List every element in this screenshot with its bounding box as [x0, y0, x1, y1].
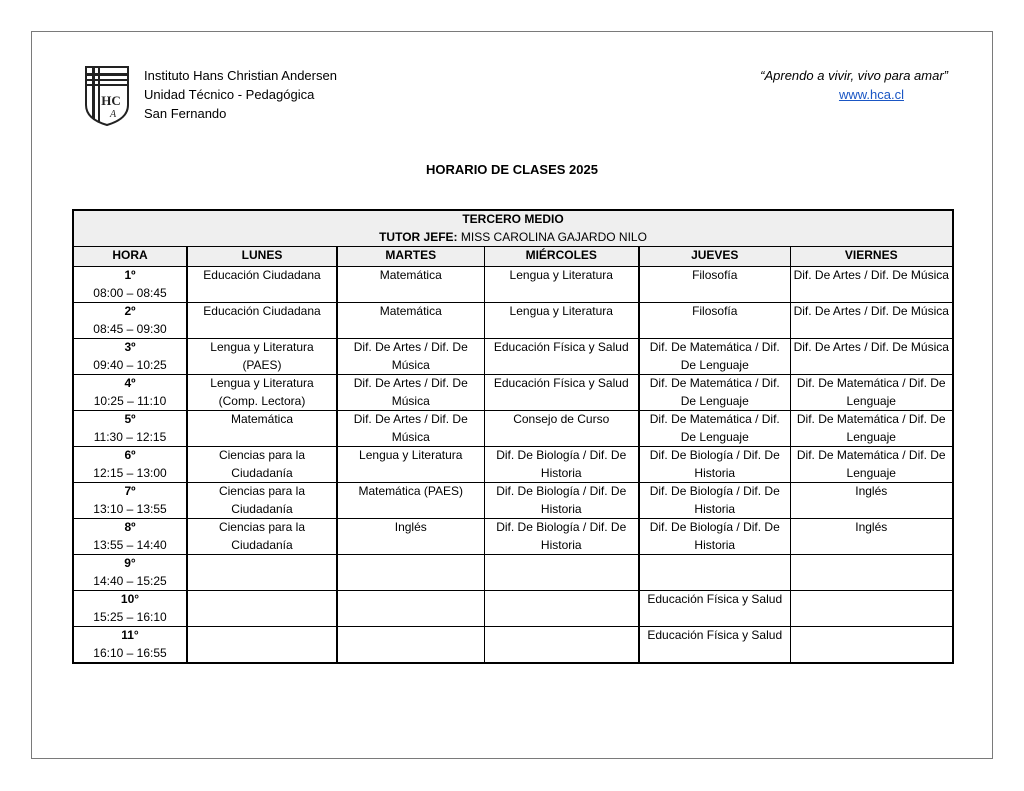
schedule-row	[73, 303, 953, 339]
subject-cell-viernes	[790, 591, 953, 627]
subject-cell-lunes: Ciencias para la Ciudadanía	[187, 447, 337, 483]
school-crest-logo	[84, 65, 130, 127]
subject-cell-lunes: Ciencias para la Ciudadanía	[187, 483, 337, 519]
column-header-viernes: VIERNES	[790, 247, 953, 267]
subject-cell-miercoles: Dif. De Biología / Dif. De Historia	[484, 519, 639, 555]
schedule-row	[73, 627, 953, 664]
period-cell	[73, 267, 187, 303]
period-number: 9°	[124, 556, 136, 570]
header-row	[73, 247, 953, 267]
subject-cell-jueves: Dif. De Matemática / Dif. De Lenguaje	[639, 339, 790, 375]
subject-cell-jueves: Dif. De Biología / Dif. De Historia	[639, 483, 790, 519]
subject-cell-viernes	[790, 555, 953, 591]
period-time: 11:30 – 12:15	[93, 429, 167, 444]
period-number: 2º	[124, 304, 136, 318]
schedule-row	[73, 411, 953, 447]
period-number: 7º	[124, 484, 136, 498]
subject-cell-viernes: Inglés	[790, 519, 953, 555]
schedule-row	[73, 519, 953, 555]
subject-cell-miercoles	[484, 555, 639, 591]
period-time: 15:25 – 16:10	[93, 609, 167, 624]
column-header-martes: MARTES	[337, 247, 484, 267]
column-header-hora: HORA	[73, 247, 187, 267]
schedule-row	[73, 447, 953, 483]
institution-unit: Unidad Técnico - Pedagógica	[144, 87, 315, 102]
subject-cell-miercoles: Lengua y Literatura	[484, 303, 639, 339]
period-number: 1º	[124, 268, 136, 282]
period-number: 3º	[124, 340, 136, 354]
subject-cell-viernes: Dif. De Matemática / Dif. De Lenguaje	[790, 447, 953, 483]
period-time: 13:10 – 13:55	[93, 501, 167, 516]
period-cell	[73, 447, 187, 483]
period-number: 8º	[124, 520, 136, 534]
subject-cell-martes	[337, 627, 484, 664]
institution-block	[144, 66, 337, 123]
subject-cell-martes: Matemática	[337, 267, 484, 303]
schedule-table	[72, 209, 954, 664]
period-cell	[73, 591, 187, 627]
subject-cell-martes: Dif. De Artes / Dif. De Música	[337, 375, 484, 411]
subject-cell-jueves: Filosofía	[639, 267, 790, 303]
schedule-row	[73, 591, 953, 627]
subject-cell-jueves: Educación Física y Salud	[639, 591, 790, 627]
institution-city: San Fernando	[144, 106, 227, 121]
period-time: 09:40 – 10:25	[93, 357, 167, 372]
period-time: 12:15 – 13:00	[93, 465, 167, 480]
period-cell	[73, 303, 187, 339]
period-cell	[73, 411, 187, 447]
subject-cell-martes: Lengua y Literatura	[337, 447, 484, 483]
period-cell	[73, 375, 187, 411]
period-cell	[73, 519, 187, 555]
subject-cell-lunes: Lengua y Literatura (PAES)	[187, 339, 337, 375]
svg-text:A: A	[109, 109, 117, 120]
tutor-name: MISS CAROLINA GAJARDO NILO	[460, 229, 647, 244]
subject-cell-viernes: Inglés	[790, 483, 953, 519]
subject-cell-miercoles: Consejo de Curso	[484, 411, 639, 447]
period-time: 08:00 – 08:45	[93, 285, 167, 300]
subject-cell-miercoles	[484, 591, 639, 627]
course-banner	[73, 210, 953, 247]
website-link[interactable]: www.hca.cl	[838, 87, 904, 102]
schedule-row	[73, 483, 953, 519]
column-header-lunes: LUNES	[187, 247, 337, 267]
subject-cell-jueves: Dif. De Matemática / Dif. De Lenguaje	[639, 375, 790, 411]
subject-cell-miercoles	[484, 627, 639, 664]
period-cell	[73, 555, 187, 591]
schedule-row	[73, 375, 953, 411]
period-cell	[73, 627, 187, 664]
period-number: 5º	[124, 412, 136, 426]
subject-cell-lunes: Matemática	[187, 411, 337, 447]
course-name: TERCERO MEDIO	[462, 212, 564, 226]
subject-cell-miercoles: Dif. De Biología / Dif. De Historia	[484, 483, 639, 519]
period-time: 13:55 – 14:40	[93, 537, 167, 552]
column-header-miercoles: MIÉRCOLES	[484, 247, 639, 267]
subject-cell-miercoles: Educación Física y Salud	[484, 375, 639, 411]
document-title: HORARIO DE CLASES 2025	[426, 162, 598, 177]
tutor-label: TUTOR JEFE:	[379, 229, 458, 244]
period-cell	[73, 339, 187, 375]
subject-cell-martes: Matemática	[337, 303, 484, 339]
institution-name: Instituto Hans Christian Andersen	[144, 68, 337, 83]
subject-cell-jueves	[639, 555, 790, 591]
subject-cell-viernes: Dif. De Artes / Dif. De Música	[790, 339, 953, 375]
period-number: 6º	[124, 448, 136, 462]
subject-cell-lunes: Lengua y Literatura (Comp. Lectora)	[187, 375, 337, 411]
column-header-jueves: JUEVES	[639, 247, 790, 267]
period-time: 10:25 – 11:10	[93, 393, 167, 408]
subject-cell-martes: Matemática (PAES)	[337, 483, 484, 519]
period-time: 14:40 – 15:25	[93, 573, 167, 588]
subject-cell-martes	[337, 591, 484, 627]
subject-cell-lunes: Educación Ciudadana	[187, 303, 337, 339]
subject-cell-jueves: Dif. De Matemática / Dif. De Lenguaje	[639, 411, 790, 447]
subject-cell-lunes	[187, 627, 337, 664]
tutor-line	[76, 229, 950, 247]
subject-cell-lunes: Educación Ciudadana	[187, 267, 337, 303]
subject-cell-miercoles: Lengua y Literatura	[484, 267, 639, 303]
period-time: 08:45 – 09:30	[93, 321, 167, 336]
subject-cell-martes	[337, 555, 484, 591]
subject-cell-lunes	[187, 555, 337, 591]
subject-cell-jueves: Educación Física y Salud	[639, 627, 790, 664]
subject-cell-viernes: Dif. De Matemática / Dif. De Lenguaje	[790, 411, 953, 447]
subject-cell-lunes: Ciencias para la Ciudadanía	[187, 519, 337, 555]
subject-cell-martes: Dif. De Artes / Dif. De Música	[337, 411, 484, 447]
subject-cell-martes: Dif. De Artes / Dif. De Música	[337, 339, 484, 375]
schedule-row	[73, 267, 953, 303]
subject-cell-lunes	[187, 591, 337, 627]
subject-cell-viernes: Dif. De Artes / Dif. De Música	[790, 303, 953, 339]
period-number: 4º	[124, 376, 136, 390]
schedule-row	[73, 339, 953, 375]
subject-cell-viernes: Dif. De Matemática / Dif. De Lenguaje	[790, 375, 953, 411]
schedule-row	[73, 555, 953, 591]
period-time: 16:10 – 16:55	[93, 645, 167, 660]
period-number: 11°	[121, 628, 139, 642]
subject-cell-martes: Inglés	[337, 519, 484, 555]
subject-cell-jueves: Filosofía	[639, 303, 790, 339]
school-motto: “Aprendo a vivir, vivo para amar”	[760, 68, 948, 83]
period-number: 10°	[120, 592, 140, 606]
svg-text:HC: HC	[101, 93, 121, 108]
subject-cell-miercoles: Educación Física y Salud	[484, 339, 639, 375]
subject-cell-jueves: Dif. De Biología / Dif. De Historia	[639, 447, 790, 483]
subject-cell-miercoles: Dif. De Biología / Dif. De Historia	[484, 447, 639, 483]
subject-cell-viernes: Dif. De Artes / Dif. De Música	[790, 267, 953, 303]
period-cell	[73, 483, 187, 519]
subject-cell-viernes	[790, 627, 953, 664]
motto-block	[760, 66, 948, 104]
subject-cell-jueves: Dif. De Biología / Dif. De Historia	[639, 519, 790, 555]
